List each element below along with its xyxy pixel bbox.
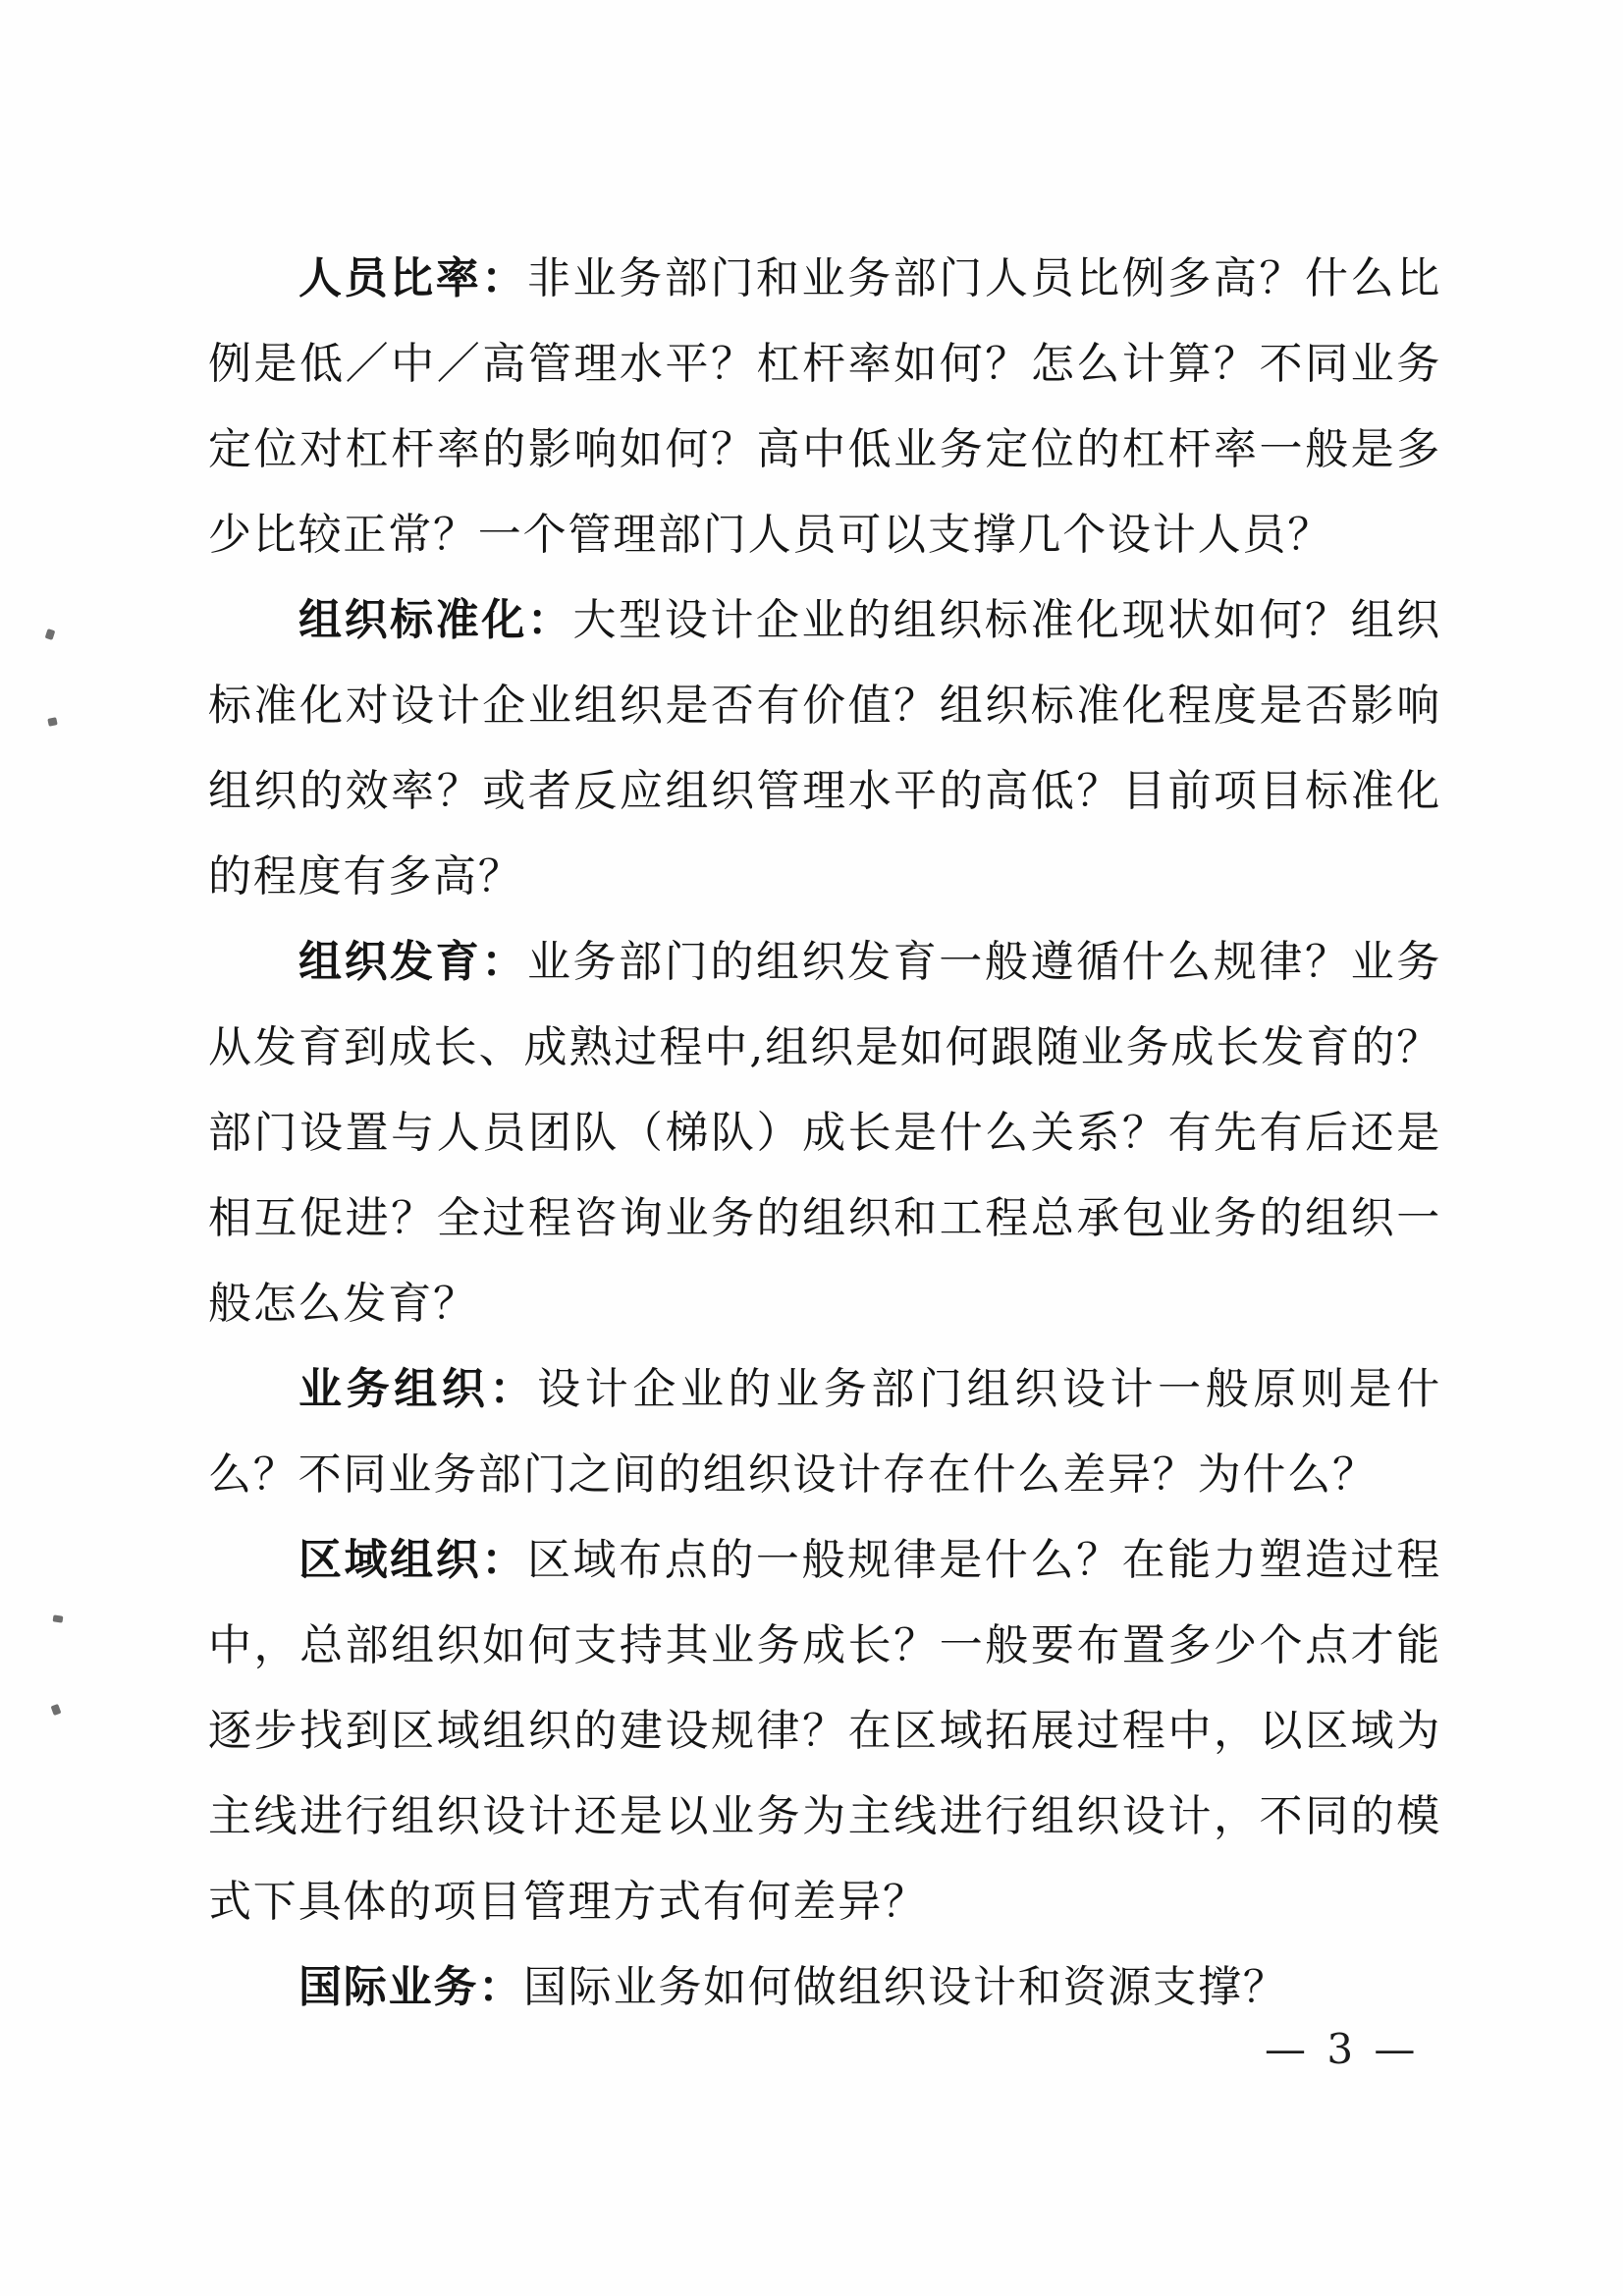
paragraph-business-org — [208, 1346, 1441, 1517]
paragraph-personnel-ratio — [208, 236, 1441, 577]
scan-speck — [47, 717, 57, 727]
paragraph-topic-label: 业务组织： — [298, 1364, 538, 1414]
paragraph-org-standardization — [208, 577, 1441, 919]
page-number: — 3 — — [1265, 2025, 1420, 2073]
scan-speck — [53, 1614, 64, 1622]
paragraph-text: 大型设计企业的组织标准化现状如何？组织标准化对设计企业组织是否有价值？组织标准化程度是否影响组织的效率？或者反应组织管理水平的高低？目前项目标准化的程度有多高？ — [208, 595, 1441, 902]
paragraph-topic-label: 国际业务： — [298, 1962, 523, 2012]
paragraph-international-business — [208, 1944, 1441, 2030]
scan-speck — [51, 1704, 62, 1716]
paragraph-text: 业务部门的组织发育一般遵循什么规律？业务从发育到成长、成熟过程中,组织是如何跟随业务成长发育的？部门设置与人员团队（梯队）成长是什么关系？有先有后还是相互促进？全过程咨询业务的组织和工程总承包业务的组织一般怎么发育？ — [208, 937, 1442, 1329]
document-body — [208, 236, 1441, 2030]
scan-speck — [45, 629, 56, 640]
paragraph-text: 设计企业的业务部门组织设计一般原则是什么？不同业务部门之间的组织设计存在什么差异？为什么？ — [208, 1364, 1442, 1500]
paragraph-topic-label: 组织标准化： — [298, 595, 573, 645]
paragraph-regional-org — [208, 1517, 1441, 1944]
paragraph-topic-label: 组织发育： — [298, 937, 527, 987]
paragraph-topic-label: 区域组织： — [298, 1535, 527, 1585]
paragraph-org-development — [208, 919, 1441, 1346]
paragraph-text: 国际业务如何做组织设计和资源支撑？ — [523, 1962, 1288, 2012]
paragraph-text: 非业务部门和业务部门人员比例多高？什么比例是低／中／高管理水平？杠杆率如何？怎么计算？不同业务定位对杠杆率的影响如何？高中低业务定位的杠杆率一般是多少比较正常？一个管理部门人员可以支撑几个设计人员？ — [208, 253, 1442, 560]
paragraph-topic-label: 人员比率： — [298, 253, 527, 303]
paragraph-text: 区域布点的一般规律是什么？在能力塑造过程中，总部组织如何支持其业务成长？一般要布置多少个点才能逐步找到区域组织的建设规律？在区域拓展过程中，以区域为主线进行组织设计还是以业务为主线进行组织设计，不同的模式下具体的项目管理方式有何差异？ — [208, 1535, 1442, 1927]
